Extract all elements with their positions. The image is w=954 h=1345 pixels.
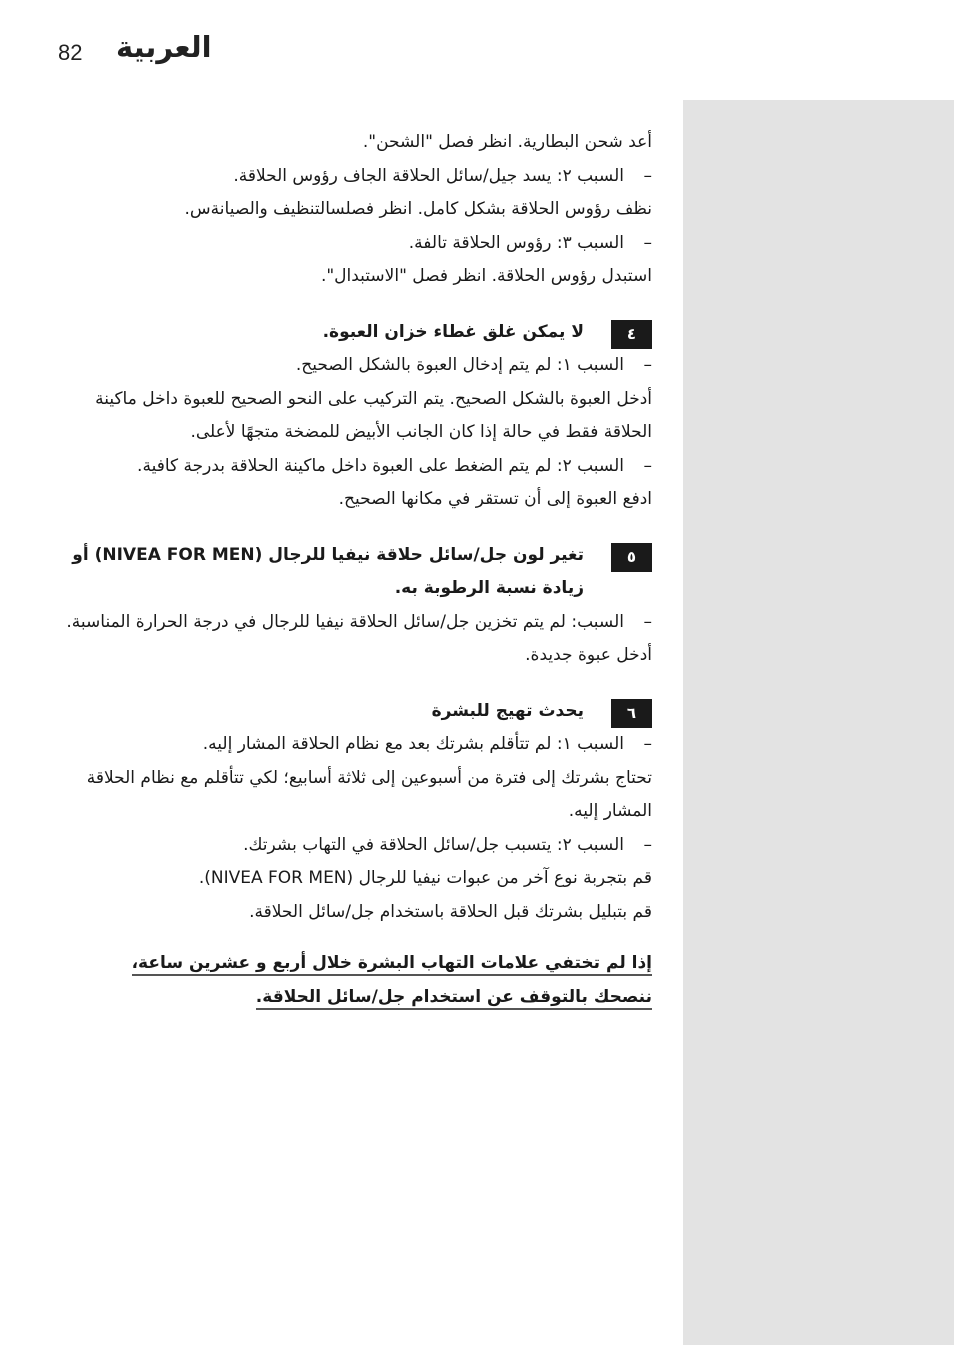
problem-heading [60, 316, 652, 350]
cause-item: – السبب ١: لم يتم إدخال العبوة بالشكل الصحيح. [60, 349, 652, 383]
cause-item: – السبب ٢: لم يتم الضغط على العبوة داخل ماكينة الحلاقة بدرجة كافية. [60, 450, 652, 484]
problem-title: تغير لون جل/سائل حلاقة نيفيا للرجال (NIVEA FOR MEN) أو زيادة نسبة الرطوبة به. [72, 544, 584, 598]
problem-number-box: ٤ [611, 320, 652, 349]
paragraph: استبدل رؤوس الحلاقة. انظر فصل "الاستبدال". [320, 266, 652, 286]
paragraph: تحتاج بشرتك إلى فترة من أسبوعين إلى ثلاثة أسابيع؛ لكي تتأقلم مع نظام الحلاقة المشار إليه. [86, 767, 652, 821]
paragraph: أدخل عبوة جديدة. [525, 645, 652, 665]
paragraph: ادفع العبوة إلى أن تستقر في مكانها الصحيح. [338, 489, 652, 509]
problem-number-box: ٦ [611, 699, 652, 728]
cause-item: – السبب: لم يتم تخزين جل/سائل الحلاقة نيفيا للرجال في درجة الحرارة المناسبة. [60, 606, 652, 640]
page-number: 82 [58, 40, 83, 65]
problem-title: يحدث تهيج للبشرة [431, 700, 584, 721]
paragraph: أدخل العبوة بالشكل الصحيح. يتم التركيب على النحو الصحيح للعبوة داخل ماكينة الحلاقة فقط في حالة إذا كان الجانب الأبيض للمضخة متجهًا لأعلى. [95, 388, 652, 442]
sidebar-band [683, 100, 954, 1345]
paragraph: أعد شحن البطارية. انظر فصل "الشحن". [362, 132, 652, 152]
problem-heading [60, 539, 652, 606]
problem-heading [60, 695, 652, 729]
warning-line: إذا لم تختفي علامات التهاب البشرة خلال أربع و عشرين ساعة، [132, 953, 652, 976]
cause-item: – السبب ٢: يسد جيل/سائل الحلاقة الجاف رؤوس الحلاقة. [60, 160, 652, 194]
paragraph: نظف رؤوس الحلاقة بشكل كامل. انظر فصلسالتنظيف والصيانةس. [184, 199, 652, 219]
language-title: العربية [116, 30, 212, 64]
problem-title: لا يمكن غلق غطاء خزان العبوة. [322, 321, 584, 342]
paragraph: قم بتبليل بشرتك قبل الحلاقة باستخدام جل/سائل الحلاقة. [249, 901, 652, 922]
cause-item: – السبب ٣: رؤوس الحلاقة تالفة. [60, 227, 652, 261]
main-content [60, 126, 652, 1014]
page-header [58, 30, 298, 78]
warning-note [60, 947, 652, 1014]
cause-item: – السبب ١: لم تتأقلم بشرتك بعد مع نظام الحلاقة المشار إليه. [60, 728, 652, 762]
warning-line: ننصحك بالتوقف عن استخدام جل/سائل الحلاقة. [256, 987, 652, 1010]
problem-number-box: ٥ [611, 543, 652, 572]
paragraph: قم بتجربة نوع آخر من عبوات نيفيا للرجال (NIVEA FOR MEN). [198, 868, 652, 888]
cause-item: – السبب ٢: يتسبب جل/سائل الحلاقة في التهاب بشرتك. [60, 829, 652, 863]
